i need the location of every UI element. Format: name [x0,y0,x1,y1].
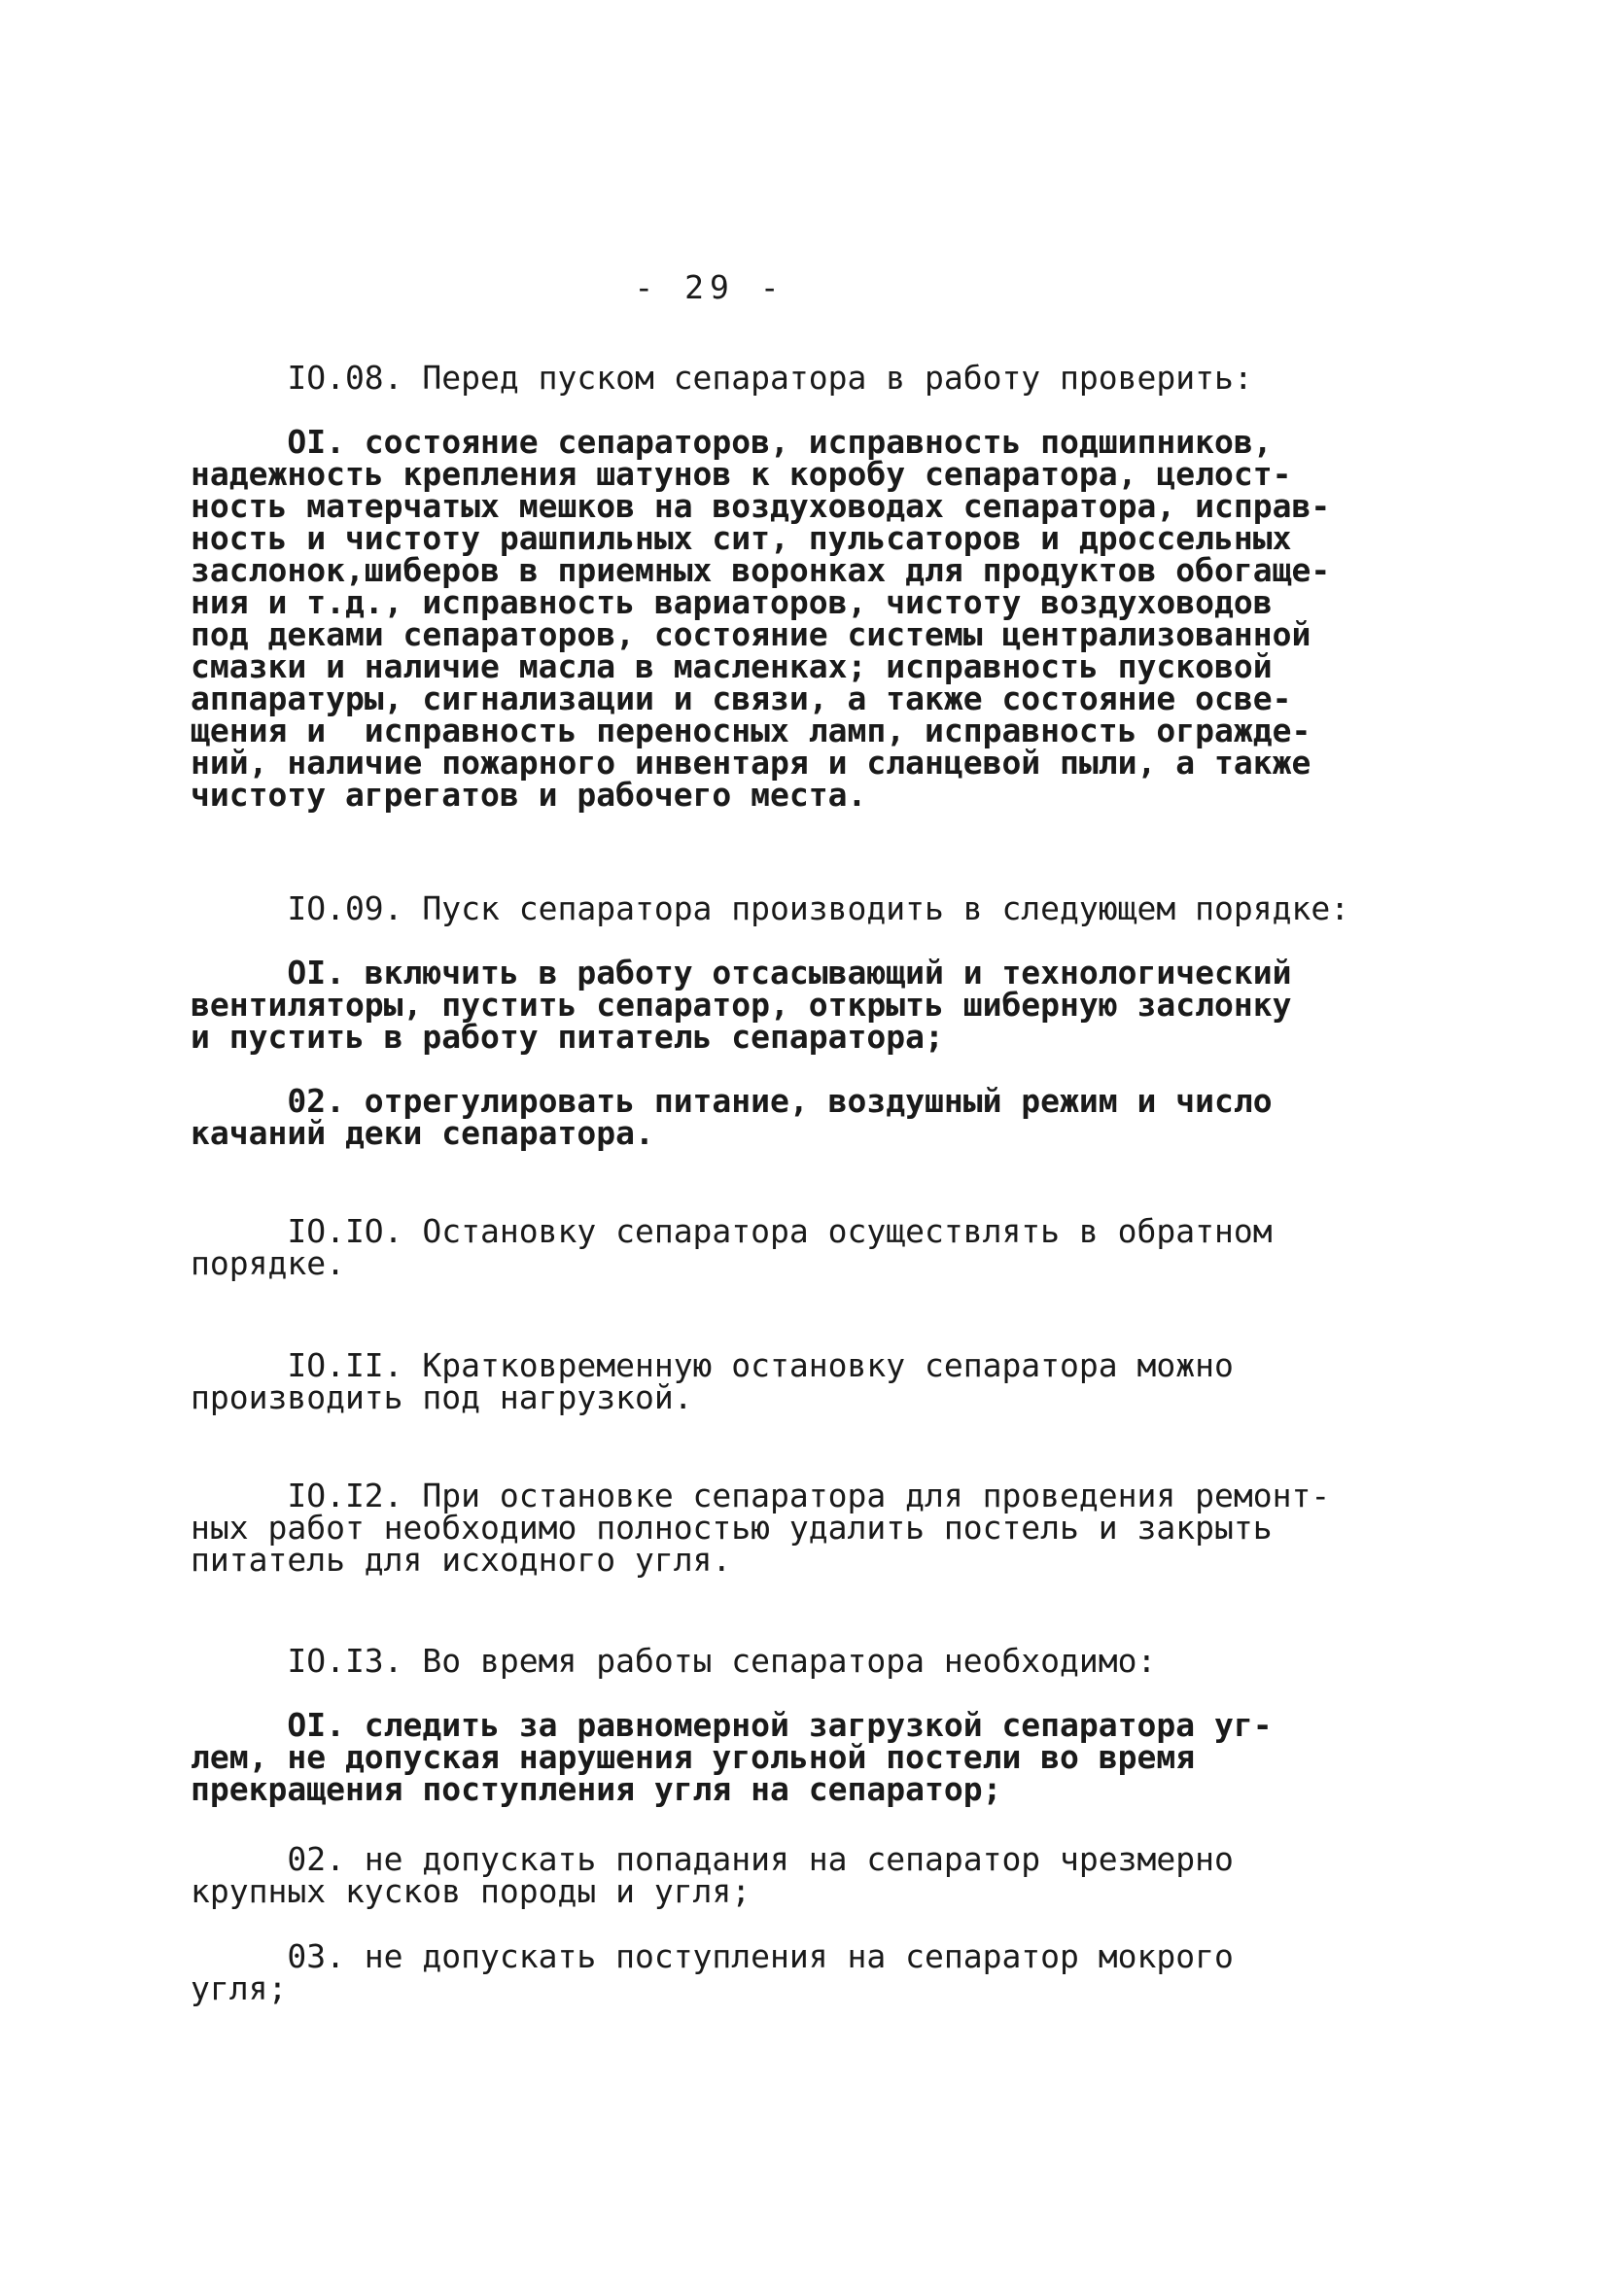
text-line: качаний деки сепаратора. [191,1114,654,1152]
text-line: прекращения поступления угля на сепаратор; [191,1770,1002,1808]
text-line: ний, наличие пожарного инвентаря и сланцевой пыли, а также [191,744,1311,782]
text-line: IO.I3. Во время работы сепаратора необходимо: [191,1642,1157,1680]
section-10-09-item-01 [191,954,1435,1056]
text-line: щения и исправность переносных ламп, исправность огражде- [191,712,1311,749]
text-line: IO.08. Перед пуском сепаратора в работу проверить: [191,359,1253,397]
text-line: аппаратуры, сигнализации и связи, а также состояние осве- [191,679,1292,717]
text-line: заслонок,шиберов в приемных воронках для продуктов обогаще- [191,551,1331,589]
text-line: вентиляторы, пустить сепаратор, открыть шиберную заслонку [191,986,1292,1024]
text-line: IO.I2. При остановке сепаратора для проведения ремонт- [191,1477,1331,1514]
text-line: производить под нагрузкой. [191,1378,693,1416]
section-10-13-item-02 [191,1840,1435,1910]
text-line: под деками сепараторов, состояние системы централизованной [191,615,1311,653]
text-line: и пустить в работу питатель сепаратора; [191,1018,944,1056]
text-line: угля; [191,1969,288,2007]
section-10-11 [191,1346,1435,1416]
text-line: крупных кусков породы и угля; [191,1872,752,1910]
text-line: OI. включить в работу отсасывающий и технологический [191,954,1292,991]
text-line: надежность крепления шатунов к коробу сепаратора, целост- [191,455,1292,493]
page-number: - 29 - [634,268,786,306]
section-10-08-item-01 [191,423,1435,814]
section-10-13-heading [191,1642,1435,1680]
text-line: чистоту агрегатов и рабочего места. [191,776,867,814]
text-line: лем, не допуская нарушения угольной постели во время [191,1738,1196,1776]
section-10-13-item-01 [191,1706,1435,1808]
text-line: ность матерчатых мешков на воздуховодах сепаратора, исправ- [191,487,1331,525]
text-line: IO.II. Кратковременную остановку сепаратора можно [191,1346,1234,1384]
section-10-10 [191,1212,1435,1282]
section-10-08-heading [191,359,1435,397]
section-10-09-heading [191,889,1435,927]
text-line: смазки и наличие масла в масленках; исправность пусковой [191,647,1273,685]
text-line: OI. следить за равномерной загрузкой сепаратора уг- [191,1706,1273,1744]
text-line: питатель для исходного угля. [191,1541,732,1579]
section-10-13-item-03 [191,1937,1435,2007]
text-line: IO.09. Пуск сепаратора производить в следующем порядке: [191,889,1350,927]
text-line: ных работ необходимо полностью удалить постель и закрыть [191,1509,1273,1547]
text-line: ность и чистоту рашпильных сит, пульсаторов и дроссельных [191,519,1292,557]
section-10-09-item-02 [191,1082,1435,1152]
text-line: 03. не допускать поступления на сепаратор мокрого [191,1937,1234,1975]
text-line: OI. состояние сепараторов, исправность подшипников, [191,423,1273,461]
text-line: IO.IO. Остановку сепаратора осуществлять в обратном [191,1212,1273,1250]
section-10-12 [191,1477,1435,1579]
text-line: порядке. [191,1244,345,1282]
text-line: 02. отрегулировать питание, воздушный режим и число [191,1082,1273,1120]
text-line: ния и т.д., исправность вариаторов, чистоту воздуховодов [191,583,1273,621]
text-line: 02. не допускать попадания на сепаратор чрезмерно [191,1840,1234,1878]
